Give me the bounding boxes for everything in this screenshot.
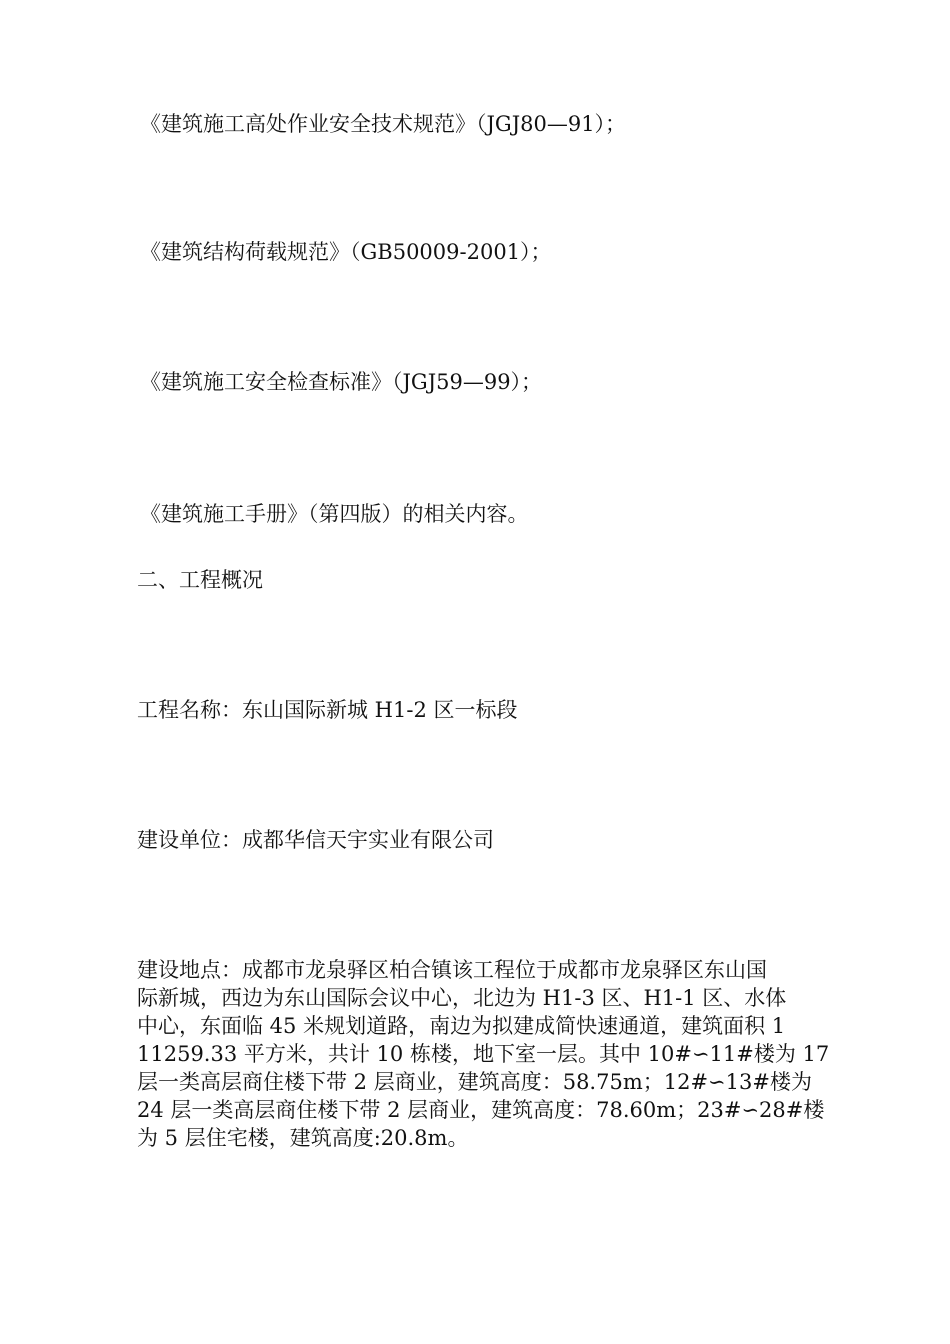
builder-unit: 建设单位：成都华信天宇实业有限公司 bbox=[137, 828, 494, 852]
project-name: 工程名称：东山国际新城 H1-2 区一标段 bbox=[137, 698, 518, 722]
paragraph-line: 建设地点：成都市龙泉驿区柏合镇该工程位于成都市龙泉驿区东山国 bbox=[137, 958, 767, 982]
project-location-paragraph bbox=[137, 956, 830, 1152]
reference-item: 《建筑施工安全检查标准》（JGJ59—99）； bbox=[140, 370, 543, 394]
paragraph-line: 中心，东面临 45 米规划道路，南边为拟建成简快速通道，建筑面积 1 bbox=[137, 1014, 786, 1038]
paragraph-line: 层一类高层商住楼下带 2 层商业，建筑高度：58.75m；12#∽13#楼为 bbox=[137, 1070, 812, 1094]
paragraph-line: 际新城，西边为东山国际会议中心，北边为 H1-3 区、H1-1 区、水体 bbox=[137, 986, 787, 1010]
reference-item: 《建筑结构荷载规范》（GB50009-2001）； bbox=[140, 240, 552, 264]
reference-item: 《建筑施工手册》（第四版）的相关内容。 bbox=[140, 502, 529, 526]
paragraph-line: 24 层一类高层商住楼下带 2 层商业，建筑高度：78.60m；23#∽28#楼 bbox=[137, 1098, 825, 1122]
paragraph-line: 11259.33 平方米，共计 10 栋楼，地下室一层。其中 10#∽11#楼为 17 bbox=[137, 1042, 830, 1066]
section-heading: 二、工程概况 bbox=[137, 568, 263, 592]
reference-item: 《建筑施工高处作业安全技术规范》（JGJ80—91）； bbox=[140, 112, 627, 136]
paragraph-line: 为 5 层住宅楼，建筑高度:20.8m。 bbox=[137, 1126, 469, 1150]
